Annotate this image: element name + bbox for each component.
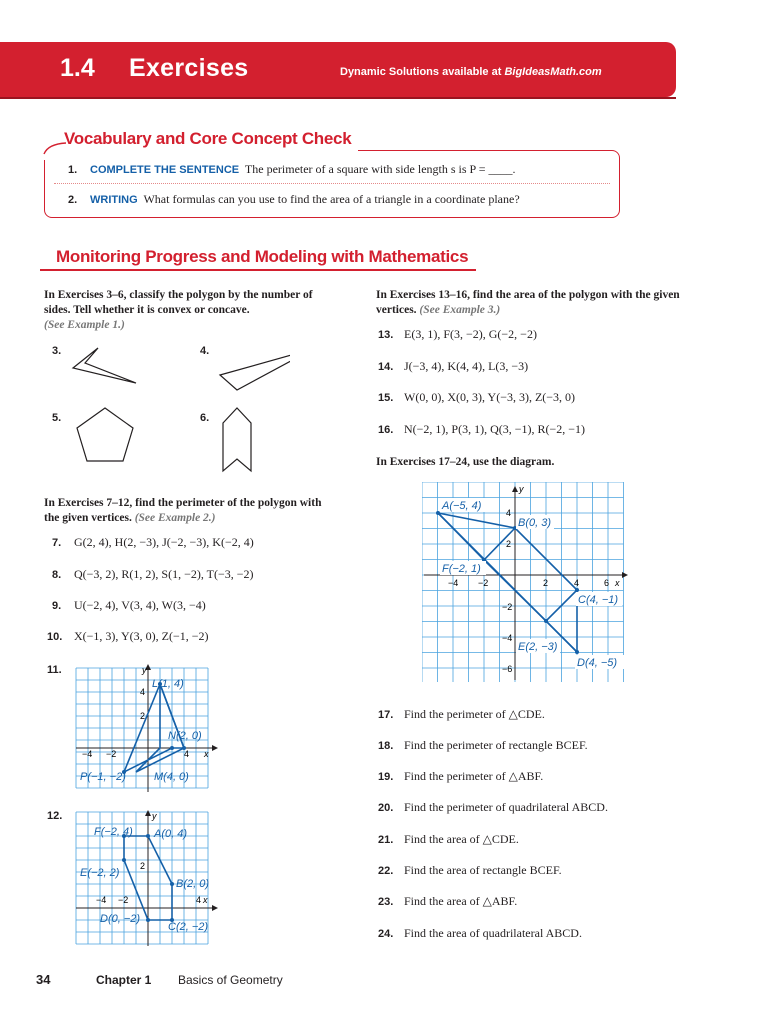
- exercise-number: 2.: [68, 194, 78, 206]
- keyword: WRITING: [90, 194, 138, 206]
- instructions-13-16-text: In Exercises 13–16, find the area of the polygon with the given vertices.: [376, 289, 680, 316]
- exercise-1-text: The perimeter of a square with side length s is P = ____.: [244, 162, 516, 176]
- exercise-number: 18.: [378, 740, 394, 752]
- graph-11-label-M: M(4, 0): [154, 771, 189, 783]
- instructions-7-12-text: In Exercises 7–12, find the perimeter of the polygon with the given vertices.: [44, 497, 322, 524]
- graph-11-y-label: y: [142, 665, 147, 675]
- graph-12-label-D: D(0, −2): [100, 913, 141, 925]
- graph-12: [60, 808, 220, 950]
- exercise-number: 1.: [68, 164, 78, 176]
- exercise-number: 23.: [378, 896, 394, 908]
- exercise-number: 9.: [52, 600, 62, 612]
- exercise-number: 7.: [52, 537, 62, 549]
- dynamic-site-link[interactable]: BigIdeasMath.com: [504, 66, 602, 78]
- exercise-number: 13.: [378, 329, 394, 341]
- graph-12-tick: 4: [196, 895, 202, 905]
- exercise-22-text: Find the area of rectangle BCEF.: [404, 863, 562, 877]
- exercise-24-text: Find the area of quadrilateral ABCD.: [404, 926, 582, 940]
- exercise-20-text: Find the perimeter of quadrilateral ABCD.: [404, 800, 608, 814]
- graph-11-tick: 4: [140, 687, 146, 697]
- see-example-3: (See Example 3.): [419, 304, 501, 316]
- graph-12-x-label: x: [203, 895, 208, 905]
- exercise-15-text: W(0, 0), X(0, 3), Y(−3, 3), Z(−3, 0): [404, 390, 576, 404]
- exercise-9-text: U(−2, 4), V(3, 4), W(3, −4): [74, 598, 206, 612]
- exercise-21-text: Find the area of △CDE.: [404, 832, 519, 846]
- diagram-tick: 4: [574, 578, 580, 588]
- diagram-label-B: B(0, 3): [518, 517, 552, 529]
- diagram-tick: 4: [506, 508, 512, 518]
- dynamic-solutions-note: [340, 66, 602, 78]
- exercise-2: [90, 192, 520, 207]
- see-example-1: (See Example 1.): [44, 319, 125, 331]
- exercise-19-text: Find the perimeter of △ABF.: [404, 769, 544, 783]
- graph-11-label-L: L(1, 4): [152, 678, 184, 690]
- graph-12-label-B: B(2, 0): [176, 878, 210, 890]
- instructions-7-12: [44, 496, 336, 526]
- dynamic-prefix: Dynamic Solutions available at: [340, 66, 505, 78]
- monitoring-underline: [40, 269, 476, 271]
- diagram-label-A: A(−5, 4): [442, 500, 482, 512]
- exercise-number: 17.: [378, 709, 394, 721]
- graph-11-label-P: P(−1, −2): [80, 771, 126, 783]
- exercise-number: 19.: [378, 771, 394, 783]
- monitoring-heading: Monitoring Progress and Modeling with Mathematics: [56, 247, 469, 266]
- exercise-13-text: E(3, 1), F(3, −2), G(−2, −2): [404, 327, 537, 341]
- chapter-title: Basics of Geometry: [178, 973, 283, 987]
- diagram-y-label: y: [519, 484, 524, 494]
- graph-12-tick: −2: [118, 895, 129, 905]
- exercise-number: 3.: [52, 345, 62, 357]
- exercise-14-text: J(−3, 4), K(4, 4), L(3, −3): [404, 359, 529, 373]
- exercise-number: 5.: [52, 412, 62, 424]
- exercise-number: 15.: [378, 392, 394, 404]
- graph-12-label-F: F(−2, 4): [94, 826, 133, 838]
- diagram-label-E: E(2, −3): [518, 641, 558, 653]
- exercise-1: [90, 162, 516, 177]
- instructions-13-16: [376, 288, 686, 318]
- section-number: 1.4: [60, 54, 95, 82]
- diagram-tick: −2: [478, 578, 489, 588]
- exercise-number: 11.: [47, 664, 62, 676]
- exercise-number: 16.: [378, 424, 394, 436]
- polygon-4: [220, 349, 290, 390]
- page-number: 34: [36, 972, 51, 987]
- exercise-2-text: What formulas can you use to find the area of a triangle in a coordinate plane?: [143, 192, 520, 206]
- graph-11: [60, 662, 220, 797]
- graph-11-tick: −4: [82, 749, 93, 759]
- graph-12-label-E: E(−2, 2): [80, 867, 120, 879]
- exercise-number: 6.: [200, 412, 210, 424]
- vocab-heading: Vocabulary and Core Concept Check: [64, 129, 352, 148]
- exercise-number: 10.: [47, 631, 63, 643]
- exercise-number: 4.: [200, 345, 210, 357]
- instructions-17-24: In Exercises 17–24, use the diagram.: [376, 456, 555, 468]
- polygon-shapes: [60, 335, 290, 475]
- polygon-5: [77, 408, 133, 461]
- exercise-10-text: X(−1, 3), Y(3, 0), Z(−1, −2): [74, 629, 209, 643]
- chapter-label: Chapter 1: [96, 973, 152, 987]
- diagram-label-D: D(4, −5): [577, 657, 618, 669]
- keyword: COMPLETE THE SENTENCE: [90, 164, 240, 176]
- diagram-tick: −2: [502, 602, 513, 612]
- vocab-divider: [54, 183, 610, 184]
- diagram-tick: 2: [543, 578, 549, 588]
- exercise-number: 20.: [378, 802, 394, 814]
- diagram-tick: −4: [502, 633, 513, 643]
- banner-shadow: [0, 97, 676, 99]
- graph-11-x-label: x: [204, 749, 209, 759]
- exercise-23-text: Find the area of △ABF.: [404, 894, 518, 908]
- diagram-tick: 2: [506, 539, 512, 549]
- graph-12-y-label: y: [152, 811, 157, 821]
- diagram-tick: −6: [502, 664, 513, 674]
- exercise-number: 8.: [52, 569, 62, 581]
- graph-11-tick: 4: [184, 749, 190, 759]
- graph-11-tick: −2: [106, 749, 117, 759]
- diagram-label-C: C(4, −1): [578, 594, 619, 606]
- exercise-number: 12.: [47, 810, 63, 822]
- diagram-label-F: F(−2, 1): [442, 563, 481, 575]
- polygon-6: [223, 408, 251, 471]
- exercise-number: 21.: [378, 834, 394, 846]
- vocab-box: [44, 150, 620, 218]
- section-title: Exercises: [129, 54, 249, 82]
- exercise-7-text: G(2, 4), H(2, −3), J(−2, −3), K(−2, 4): [74, 535, 254, 549]
- exercise-17-text: Find the perimeter of △CDE.: [404, 707, 545, 721]
- diagram-x-label: x: [615, 578, 620, 588]
- graph-11-tick: 2: [140, 711, 146, 721]
- graph-12-tick: 2: [140, 861, 146, 871]
- exercise-8-text: Q(−3, 2), R(1, 2), S(1, −2), T(−3, −2): [74, 567, 254, 581]
- polygon-3: [73, 348, 136, 383]
- exercise-number: 14.: [378, 361, 394, 373]
- instructions-3-6: [44, 288, 336, 333]
- diagram-tick: 6: [604, 578, 610, 588]
- diagram-17-24: [422, 482, 632, 682]
- graph-11-label-N: N(2, 0): [168, 730, 202, 742]
- graph-12-label-A: A(0, 4): [154, 828, 188, 840]
- exercise-16-text: N(−2, 1), P(3, 1), Q(3, −1), R(−2, −1): [404, 422, 586, 436]
- exercise-number: 24.: [378, 928, 394, 940]
- graph-12-tick: −4: [96, 895, 107, 905]
- exercise-18-text: Find the perimeter of rectangle BCEF.: [404, 738, 588, 752]
- see-example-2: (See Example 2.): [134, 512, 216, 524]
- graph-12-label-C: C(2, −2): [168, 921, 209, 933]
- diagram-tick: −4: [448, 578, 459, 588]
- exercise-number: 22.: [378, 865, 394, 877]
- instructions-3-6-text: In Exercises 3–6, classify the polygon by the number of sides. Tell whether it is convex or concave.: [44, 289, 313, 316]
